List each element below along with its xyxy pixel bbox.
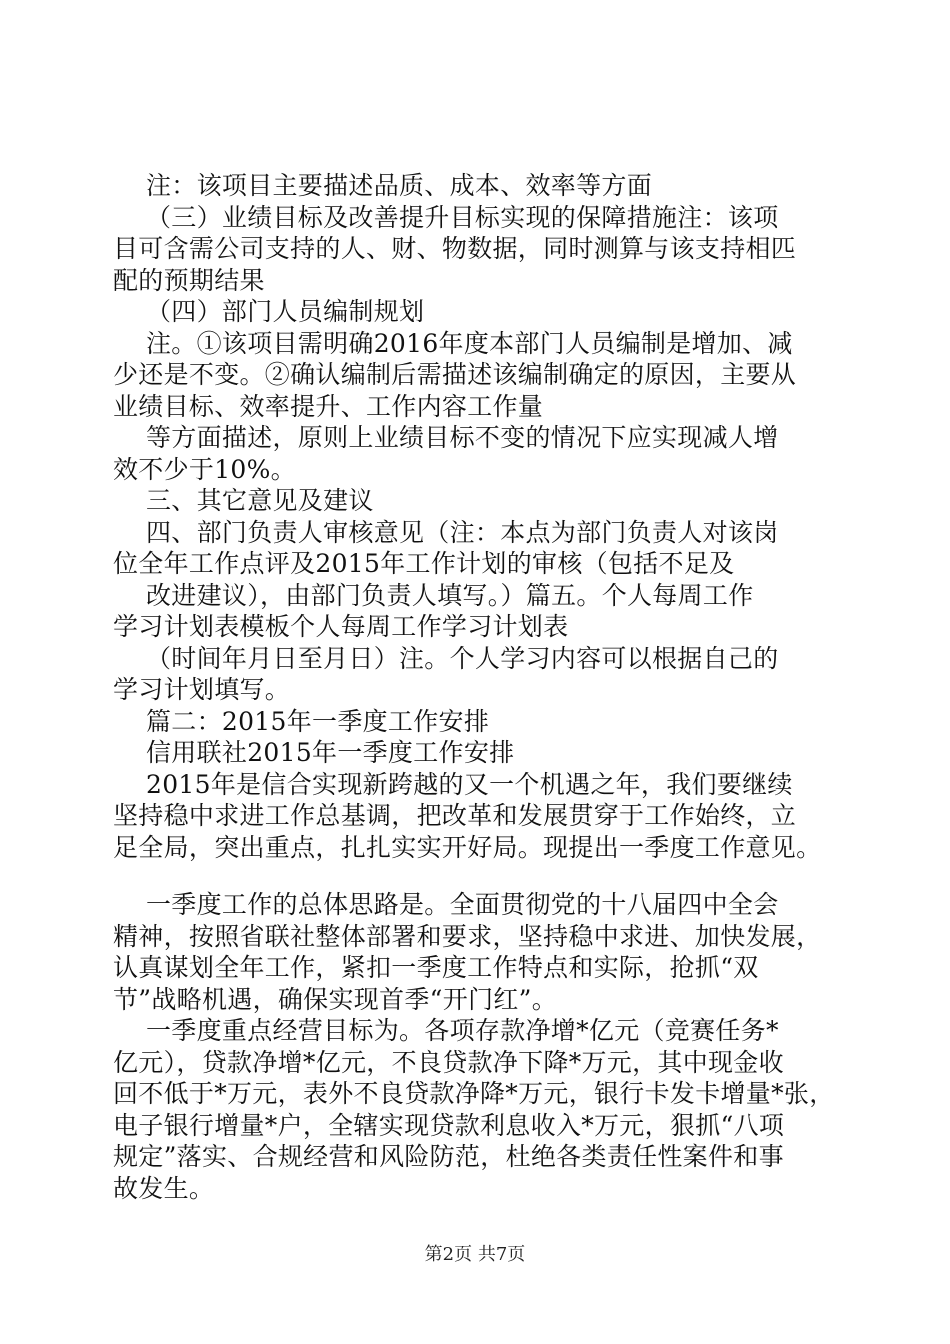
text-line: 电子银行增量*户，全辖实现贷款利息收入*万元，狠抓“八项 [113,1110,785,1140]
text-line: 四、部门负责人审核意见（注：本点为部门负责人对该岗 [113,517,779,547]
text-line: 认真谋划全年工作，紧扣一季度工作特点和实际，抢抓“双 [113,953,759,982]
text-line: 节”战略机遇，确保实现首季“开门红”。 [113,984,558,1014]
text-line: 三、其它意见及建议 [113,486,374,515]
text-line: 效不少于10%。 [113,454,296,484]
text-line: 目可含需公司支持的人、财、物数据，同时测算与该支持相匹 [113,234,797,263]
text-line: 信用联社2015年一季度工作安排 [113,738,515,767]
document-body [113,170,843,1204]
text-line: 精神，按照省联社整体部署和要求，坚持稳中求进、加快发展， [113,921,822,951]
text-line: 学习计划填写。 [113,675,291,704]
text-line: 一季度工作的总体思路是。全面贯彻党的十八届四中全会 [113,890,779,919]
text-line: （时间年月日至月日）注。个人学习内容可以根据自己的 [113,643,779,673]
text-line: 足全局，突出重点，扎扎实实开好局。现提出一季度工作意见。 [113,832,822,862]
paragraph-gap [113,863,843,889]
text-line: 配的预期结果 [113,265,265,295]
text-line: 注：该项目主要描述品质、成本、效率等方面 [113,171,653,200]
page-number-footer: 第2页 共7页 [424,1244,526,1265]
text-line: （三）业绩目标及改善提升目标实现的保障措施注：该项 [113,202,779,232]
text-line: 篇二：2015年一季度工作安排 [113,706,490,736]
text-line: 注。①该项目需明确2016年度本部门人员编制是增加、减 [113,328,793,358]
text-line: 规定”落实、合规经营和风险防范，杜绝各类责任性案件和事 [113,1142,784,1171]
text-line: （四）部门人员编制规划 [113,297,425,326]
text-line: 位全年工作点评及2015年工作计划的审核（包括不足及 [113,549,735,578]
text-line: 回不低于*万元，表外不良贷款净降*万元，银行卡发卡增量*张， [113,1079,835,1108]
text-line: 坚持稳中求进工作总基调，把改革和发展贯穿于工作始终，立 [113,801,797,830]
text-line: 学习计划表模板个人每周工作学习计划表 [113,612,569,641]
text-line: 少还是不变。②确认编制后需描述该编制确定的原因，主要从 [113,360,797,389]
text-line: 亿元），贷款净增*亿元，不良贷款净下降*万元，其中现金收 [113,1047,784,1077]
text-line: 故发生。 [113,1173,215,1203]
text-line: 改进建议），由部门负责人填写。）篇五。个人每周工作 [113,580,754,610]
text-line: 2015年是信合实现新跨越的又一个机遇之年，我们要继续 [113,769,793,799]
text-line: 业绩目标、效率提升、工作内容工作量 [113,391,544,421]
text-line: 等方面描述，原则上业绩目标不变的情况下应实现减人增 [113,423,779,452]
text-line: 一季度重点经营目标为。各项存款净增*亿元（竞赛任务* [113,1016,779,1045]
